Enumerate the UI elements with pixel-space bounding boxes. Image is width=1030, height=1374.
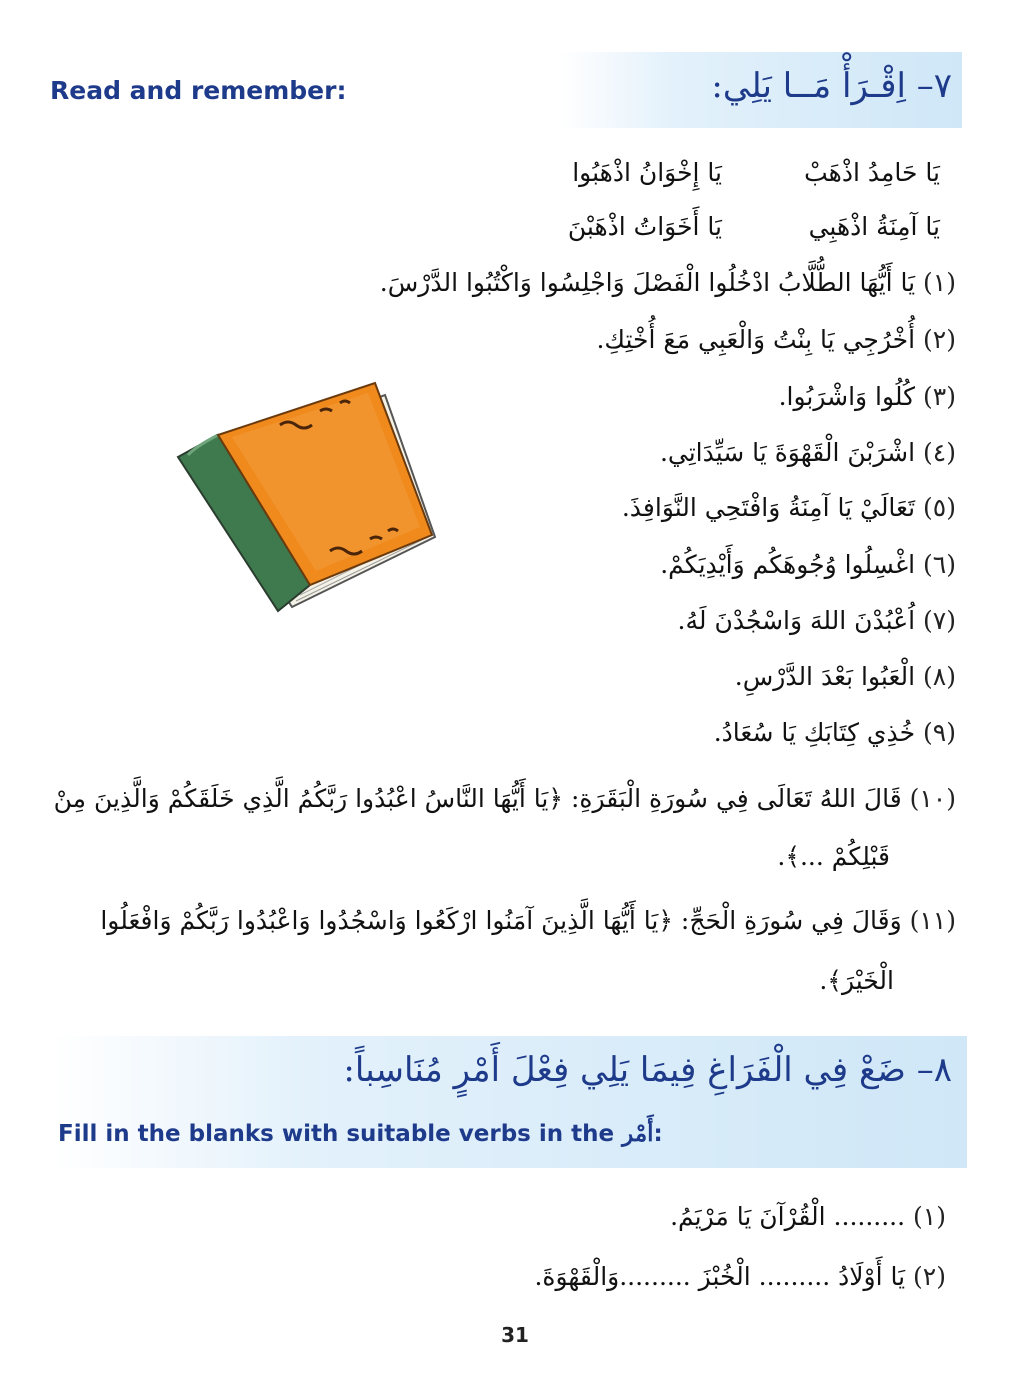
section8-english-title <box>58 1120 663 1147</box>
section-number: ٨– <box>916 1050 952 1090</box>
list-item <box>100 906 956 935</box>
list-item <box>622 493 956 522</box>
book-icon <box>170 375 450 615</box>
example-right-1: يَا حَامِدُ اذْهَبْ <box>804 158 940 187</box>
section-title-text: ضَعْ فِي الْفَرَاغِ فِيمَا يَلِي فِعْلَ أَمْرٍ مُنَاسِباً: <box>343 1050 906 1090</box>
section-number: ٧– <box>916 66 952 106</box>
item-text: ......... الْقُرْآنَ يَا مَرْيَمُ. <box>670 1202 906 1231</box>
item-text: وَقَالَ فِي سُورَةِ الْحَجِّ: ﴿يَا أَيُّهَا الَّذِينَ آمَنُوا ارْكَعُوا وَاسْجُدُوا وَاعْبُدُوا رَبَّكُمْ وَافْعَلُوا <box>100 906 902 935</box>
list-item <box>735 662 956 691</box>
english-title-text: Fill in the blanks with suitable verbs in the <box>58 1121 615 1147</box>
item-number: (٦) <box>923 550 956 579</box>
list-item <box>54 784 956 813</box>
list-item-continuation: قَبْلِكُمْ ...﴾. <box>777 842 890 871</box>
list-item <box>660 550 956 579</box>
item-number: (٣) <box>923 382 956 411</box>
item-number: (٤) <box>923 438 956 467</box>
item-number: (٨) <box>923 662 956 691</box>
example-left-1: يَا إِخْوَانُ اذْهَبُوا <box>572 158 722 187</box>
list-item <box>380 268 956 297</box>
list-item <box>660 438 956 467</box>
list-item <box>678 606 956 635</box>
list-item-continuation: الْخَيْرَ﴾. <box>819 966 894 995</box>
item-number: (١٠) <box>909 784 956 813</box>
item-text: خُذِي كِتَابَكِ يَا سُعَادُ. <box>713 718 916 747</box>
section7-english-title: Read and remember: <box>50 76 347 105</box>
section7-arabic-title <box>711 66 952 106</box>
example-right-2: يَا آمِنَةُ اذْهَبِي <box>808 212 940 241</box>
item-number: (٩) <box>923 718 956 747</box>
item-text: أُخْرُجِي يَا بِنْتُ وَالْعَبِي مَعَ أُخْتِكِ. <box>596 325 916 354</box>
item-number: (٢) <box>923 325 956 354</box>
list-item <box>714 718 956 747</box>
list-item <box>596 325 956 354</box>
item-text: كُلُوا وَاشْرَبُوا. <box>778 382 916 411</box>
item-number: (١) <box>913 1202 946 1231</box>
exercise-item <box>670 1202 946 1231</box>
item-text: اغْسِلُوا وُجُوهَكُم وَأَيْدِيَكُمْ. <box>660 550 916 579</box>
item-text: تَعَالَيْ يَا آمِنَةُ وَافْتَحِي النَّوَافِذَ. <box>621 493 916 522</box>
item-number: (١١) <box>909 906 956 935</box>
section-title-text: اِقْـرَأْ مَــا يَلِي: <box>711 66 906 106</box>
item-number: (٧) <box>923 606 956 635</box>
exercise-item <box>534 1262 946 1291</box>
english-title-arabic-word: أَمْر <box>622 1120 654 1147</box>
item-text: قَالَ اللهُ تَعَالَى فِي سُورَةِ الْبَقَرَةِ: ﴿يَا أَيُّهَا النَّاسُ اعْبُدُوا رَبَّكُمُ الَّذِي خَلَقَكُمْ وَالَّذِينَ مِنْ <box>53 784 902 813</box>
item-text: اشْرَبْنَ الْقَهْوَةَ يَا سَيِّدَاتِي. <box>659 438 916 467</box>
item-number: (١) <box>923 268 956 297</box>
english-title-colon: : <box>653 1121 663 1147</box>
item-text: الْعَبُوا بَعْدَ الدَّرْسِ. <box>734 662 916 691</box>
list-item <box>779 382 956 411</box>
item-number: (٥) <box>923 493 956 522</box>
item-text: يَا أَيُّهَا الطُّلَّابُ ادْخُلُوا الْفَصْلَ وَاجْلِسُوا وَاكْتُبُوا الدَّرْسَ. <box>379 268 916 297</box>
item-text: يَا أَوْلَادُ ......... الْخُبْزَ .........وَالْقَهْوَةَ. <box>534 1262 906 1291</box>
item-number: (٢) <box>913 1262 946 1291</box>
item-text: اُعْبُدْنَ اللهَ وَاسْجُدْنَ لَهُ. <box>677 606 916 635</box>
section8-arabic-title <box>343 1050 952 1090</box>
page-number: 31 <box>501 1323 529 1347</box>
example-left-2: يَا أَخَوَاتُ اذْهَبْنَ <box>567 212 722 241</box>
